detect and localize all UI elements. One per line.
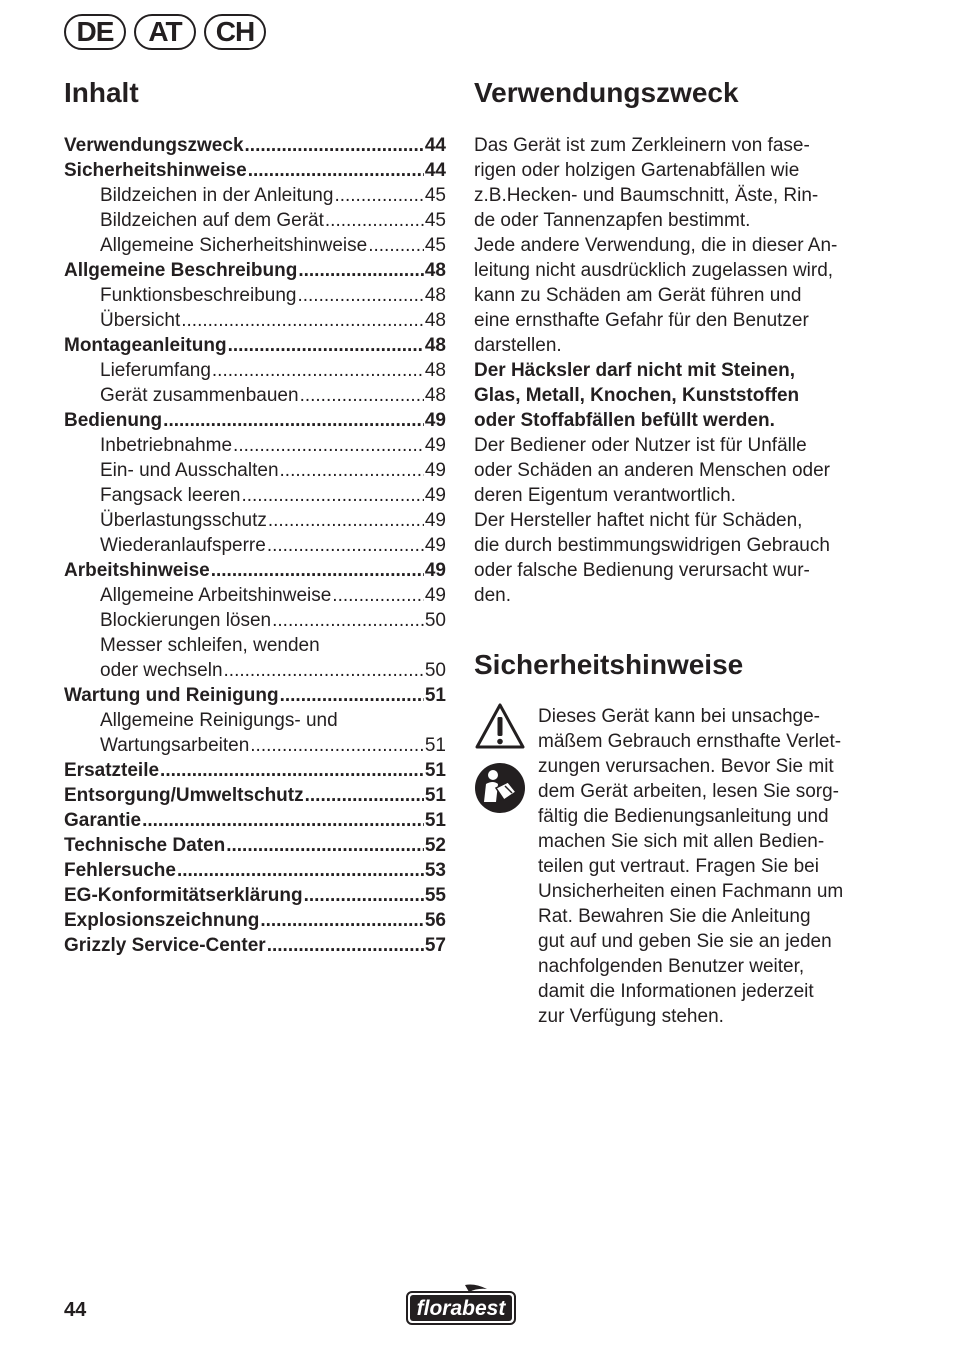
toc-entry-label: Funktionsbeschreibung <box>100 285 297 306</box>
toc-page-number: 49 <box>424 510 446 531</box>
toc-leader-dots <box>233 433 424 458</box>
toc-entry-label: Entsorgung/Umweltschutz <box>64 785 304 806</box>
purpose-warning-line: oder Stoffabfällen befüllt werden. <box>474 410 775 431</box>
toc-page-number: 49 <box>424 460 446 481</box>
toc-page-number: 55 <box>424 885 446 906</box>
toc-subentry <box>64 708 446 733</box>
toc-page-number: 45 <box>424 235 446 256</box>
toc-entry <box>64 808 446 833</box>
safety-line: machen Sie sich mit allen Bedien- <box>538 831 825 852</box>
toc-entry-label: Wiederanlaufsperre <box>100 535 266 556</box>
purpose-line: Der Bediener oder Nutzer ist für Unfälle <box>474 435 807 456</box>
toc-page-number: 51 <box>424 735 446 756</box>
toc-leader-dots <box>297 283 423 308</box>
toc-page-number: 48 <box>424 285 446 306</box>
toc-leader-dots <box>280 458 424 483</box>
toc-leader-dots <box>304 883 424 908</box>
toc-entry-label: Bildzeichen in der Anleitung <box>100 185 334 206</box>
toc-leader-dots <box>305 783 424 808</box>
toc-subentry <box>64 458 446 483</box>
safety-text <box>538 704 864 1029</box>
toc-entry-label: Gerät zusammenbauen <box>100 385 299 406</box>
safety-line: dem Gerät arbeiten, lesen Sie sorg- <box>538 781 839 802</box>
toc-subentry <box>64 233 446 258</box>
toc-leader-dots <box>268 508 424 533</box>
purpose-line: oder Schäden an anderen Menschen oder <box>474 460 830 481</box>
toc-leader-dots <box>325 208 424 233</box>
toc-page-number: 49 <box>424 560 446 581</box>
toc-entry-label: Technische Daten <box>64 835 226 856</box>
toc-entry-label: Explosionszeichnung <box>64 910 260 931</box>
purpose-line: rigen oder holzigen Gartenabfällen wie <box>474 160 800 181</box>
toc-page-number: 44 <box>424 135 446 156</box>
toc-page-number: 51 <box>424 785 446 806</box>
toc-leader-dots <box>160 758 424 783</box>
toc-subentry <box>64 608 446 633</box>
purpose-line: den. <box>474 585 511 606</box>
safety-line: zungen verursachen. Bevor Sie mit <box>538 756 834 777</box>
toc-leader-dots <box>272 608 424 633</box>
purpose-line: z.B.Hecken- und Baumschnitt, Äste, Rin- <box>474 185 819 206</box>
purpose-line: oder falsche Bedienung verursacht wur- <box>474 560 810 581</box>
toc-subentry <box>64 358 446 383</box>
toc-leader-dots <box>280 683 424 708</box>
toc-subentry <box>64 533 446 558</box>
safety-line: mäßem Gebrauch ernsthafte Verlet- <box>538 731 842 752</box>
toc-page-number: 56 <box>424 910 446 931</box>
toc-leader-dots <box>212 358 424 383</box>
toc-entry-label: Wartungsarbeiten <box>100 735 250 756</box>
safety-line: teilen gut vertraut. Fragen Sie bei <box>538 856 819 877</box>
toc-leader-dots <box>224 658 424 683</box>
toc-entry-label: Sicherheitshinweise <box>64 160 247 181</box>
toc-leader-dots <box>267 933 424 958</box>
safety-line: Unsicherheiten einen Fachmann um <box>538 881 844 902</box>
toc-page-number: 49 <box>424 410 446 431</box>
toc-page-number: 49 <box>424 535 446 556</box>
toc-column <box>64 76 446 958</box>
toc-entry <box>64 858 446 883</box>
toc-entry-label: Montageanleitung <box>64 335 227 356</box>
toc-entry-label: Fehlersuche <box>64 860 176 881</box>
language-badges <box>64 14 266 50</box>
toc-entry <box>64 833 446 858</box>
toc-page-number: 49 <box>424 485 446 506</box>
safety-line: gut auf und geben Sie sie an jeden <box>538 931 832 952</box>
purpose-warning-line: Glas, Metall, Knochen, Kunststoffen <box>474 385 800 406</box>
toc-entry <box>64 908 446 933</box>
safety-icons <box>474 704 538 1029</box>
toc-leader-dots <box>332 583 424 608</box>
toc-page-number: 45 <box>424 185 446 206</box>
safety-line: Dieses Gerät kann bei unsachge- <box>538 706 820 727</box>
toc-entry-label: EG-Konformitätserklärung <box>64 885 303 906</box>
read-manual-icon <box>474 762 526 814</box>
safety-block <box>474 704 864 1029</box>
toc-page-number: 48 <box>424 360 446 381</box>
toc-entry <box>64 333 446 358</box>
svg-text:florabest: florabest <box>416 1297 506 1320</box>
toc-entry-label: Blockierungen lösen <box>100 610 272 631</box>
toc-entry <box>64 558 446 583</box>
toc-entry-label: Fangsack leeren <box>100 485 241 506</box>
toc-leader-dots <box>226 833 424 858</box>
toc-subentry <box>64 208 446 233</box>
toc-entry-label: Bedienung <box>64 410 163 431</box>
toc-subentry <box>64 658 446 683</box>
purpose-title: Verwendungszweck <box>474 77 739 108</box>
toc-entry <box>64 133 446 158</box>
toc-entry-label: Ein- und Ausschalten <box>100 460 279 481</box>
purpose-warning-line: Der Häcksler darf nicht mit Steinen, <box>474 360 795 381</box>
toc-entry-label: Messer schleifen, wenden <box>100 635 320 656</box>
toc-page-number: 48 <box>424 335 446 356</box>
toc-leader-dots <box>177 858 424 883</box>
toc-page-number: 48 <box>424 310 446 331</box>
toc-page-number: 52 <box>424 835 446 856</box>
purpose-line: die durch bestimmungswidrigen Gebrauch <box>474 535 830 556</box>
toc-leader-dots <box>181 308 424 333</box>
toc-entry-label: Allgemeine Arbeitshinweise <box>100 585 332 606</box>
toc-entry <box>64 933 446 958</box>
lang-badge-de: DE <box>64 14 126 50</box>
toc-entry-label: Arbeitshinweise <box>64 560 210 581</box>
toc-subentry <box>64 733 446 758</box>
toc-entry-label: Allgemeine Sicherheitshinweise <box>100 235 368 256</box>
toc-subentry <box>64 483 446 508</box>
toc-entry-label: Allgemeine Beschreibung <box>64 260 298 281</box>
florabest-logo <box>405 1283 517 1327</box>
lang-badge-ch: CH <box>204 14 266 50</box>
toc-leader-dots <box>248 158 424 183</box>
toc-subentry <box>64 308 446 333</box>
toc-page-number: 57 <box>424 935 446 956</box>
purpose-line: Das Gerät ist zum Zerkleinern von fase- <box>474 135 810 156</box>
toc-list <box>64 133 446 958</box>
toc-entry <box>64 408 446 433</box>
toc-subentry <box>64 283 446 308</box>
toc-leader-dots <box>245 133 424 158</box>
toc-entry-label: Verwendungszweck <box>64 135 244 156</box>
toc-leader-dots <box>267 533 424 558</box>
toc-page-number: 51 <box>424 685 446 706</box>
toc-entry <box>64 883 446 908</box>
purpose-line: kann zu Schäden am Gerät führen und <box>474 285 802 306</box>
purpose-line: leitung nicht ausdrücklich zugelassen wird, <box>474 260 834 281</box>
purpose-line: eine ernsthafte Gefahr für den Benutzer <box>474 310 809 331</box>
toc-leader-dots <box>368 233 424 258</box>
toc-leader-dots <box>211 558 424 583</box>
toc-subentry <box>64 433 446 458</box>
toc-page-number: 44 <box>424 160 446 181</box>
toc-page-number: 50 <box>424 660 446 681</box>
toc-entry-label: Allgemeine Reinigungs- und <box>100 710 338 731</box>
toc-entry <box>64 258 446 283</box>
toc-page-number: 49 <box>424 585 446 606</box>
toc-page-number: 50 <box>424 610 446 631</box>
toc-subentry <box>64 633 446 658</box>
toc-entry-label: Bildzeichen auf dem Gerät <box>100 210 324 231</box>
lang-badge-at: AT <box>134 14 196 50</box>
toc-leader-dots <box>300 383 424 408</box>
toc-leader-dots <box>250 733 424 758</box>
toc-entry <box>64 758 446 783</box>
toc-entry-label: Wartung und Reinigung <box>64 685 279 706</box>
toc-entry-label: Lieferumfang <box>100 360 211 381</box>
toc-entry-label: Überlastungsschutz <box>100 510 267 531</box>
toc-page-number: 51 <box>424 760 446 781</box>
toc-entry <box>64 783 446 808</box>
toc-page-number: 51 <box>424 810 446 831</box>
toc-page-number: 53 <box>424 860 446 881</box>
purpose-text <box>474 133 864 608</box>
safety-line: zur Verfügung stehen. <box>538 1006 724 1027</box>
page-number: 44 <box>64 1299 87 1321</box>
toc-leader-dots <box>163 408 424 433</box>
toc-entry <box>64 158 446 183</box>
toc-page-number: 49 <box>424 435 446 456</box>
toc-subentry <box>64 583 446 608</box>
right-column <box>474 76 864 1029</box>
purpose-line: de oder Tannenzapfen bestimmt. <box>474 210 751 231</box>
toc-entry-label: Übersicht <box>100 310 181 331</box>
toc-entry-label: Grizzly Service-Center <box>64 935 266 956</box>
toc-subentry <box>64 383 446 408</box>
toc-leader-dots <box>260 908 424 933</box>
toc-entry <box>64 683 446 708</box>
safety-line: Rat. Bewahren Sie die Anleitung <box>538 906 811 927</box>
warning-triangle-icon <box>474 702 526 750</box>
toc-subentry <box>64 183 446 208</box>
toc-entry-label: oder wechseln <box>100 660 223 681</box>
toc-page-number: 48 <box>424 260 446 281</box>
toc-leader-dots <box>228 333 424 358</box>
toc-page-number: 45 <box>424 210 446 231</box>
purpose-line: darstellen. <box>474 335 562 356</box>
toc-subentry <box>64 508 446 533</box>
toc-title: Inhalt <box>64 77 139 108</box>
toc-entry-label: Ersatzteile <box>64 760 160 781</box>
toc-leader-dots <box>298 258 424 283</box>
safety-line: nachfolgenden Benutzer weiter, <box>538 956 805 977</box>
toc-entry-label: Inbetriebnahme <box>100 435 233 456</box>
toc-entry-label: Garantie <box>64 810 142 831</box>
toc-page-number: 48 <box>424 385 446 406</box>
toc-leader-dots <box>334 183 423 208</box>
purpose-line: deren Eigentum verantwortlich. <box>474 485 736 506</box>
purpose-line: Jede andere Verwendung, die in dieser An- <box>474 235 838 256</box>
safety-line: fältig die Bedienungsanleitung und <box>538 806 829 827</box>
safety-title: Sicherheitshinweise <box>474 649 744 680</box>
safety-line: damit die Informationen jederzeit <box>538 981 814 1002</box>
toc-leader-dots <box>142 808 424 833</box>
purpose-line: Der Hersteller haftet nicht für Schäden, <box>474 510 803 531</box>
toc-leader-dots <box>241 483 423 508</box>
